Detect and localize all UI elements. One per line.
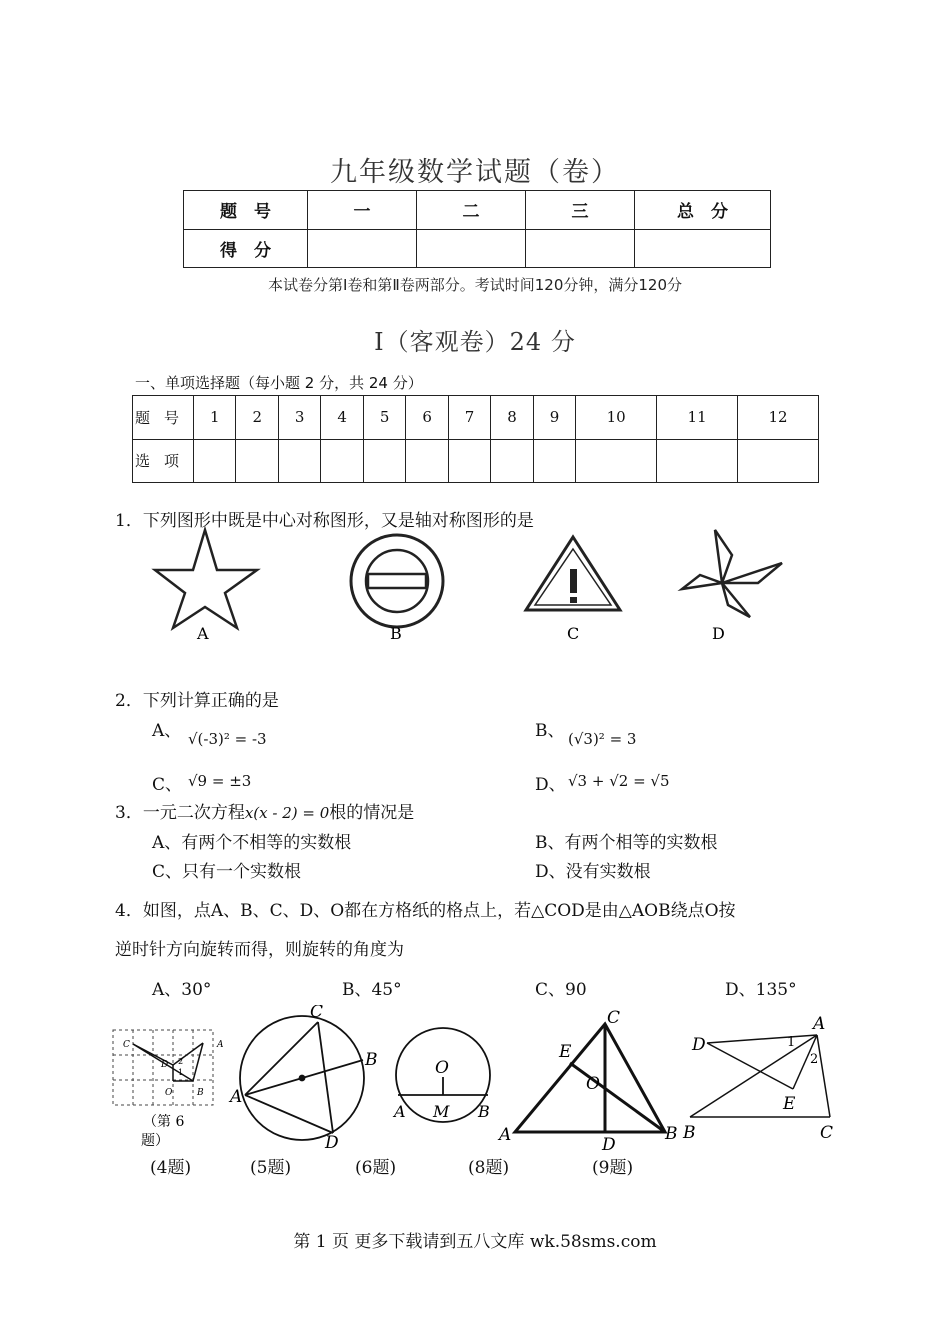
fig8-label-c: C bbox=[607, 1008, 621, 1028]
answer-number: 12 bbox=[738, 396, 819, 440]
answer-cell[interactable] bbox=[194, 439, 236, 483]
caption-fig8: (8题) bbox=[468, 1158, 510, 1178]
fig5-label-d: D bbox=[325, 1133, 339, 1153]
fig8-label-o: O bbox=[586, 1074, 600, 1094]
grid-figure bbox=[113, 1030, 224, 1149]
caption-fig9: (9题) bbox=[592, 1158, 634, 1178]
caption-fig6: (6题) bbox=[355, 1158, 397, 1178]
grid-label-o: O bbox=[165, 1088, 173, 1098]
warning-triangle bbox=[526, 537, 620, 610]
answer-number: 9 bbox=[533, 396, 575, 440]
q1-shapes bbox=[150, 525, 800, 650]
part-heading: Ⅰ（客观卷）24 分 bbox=[374, 328, 576, 356]
grid-label-a: A bbox=[217, 1040, 224, 1050]
fig8-label-a: A bbox=[499, 1125, 512, 1145]
answer-cell[interactable] bbox=[657, 439, 738, 483]
fig5-label-a: A bbox=[230, 1087, 243, 1107]
score-header-cell: 二 bbox=[417, 191, 526, 230]
q1-label-c: C bbox=[567, 624, 580, 643]
answer-number: 8 bbox=[491, 396, 533, 440]
fig9-label-c: C bbox=[820, 1123, 834, 1143]
answer-number: 2 bbox=[236, 396, 278, 440]
fig9-label-a: A bbox=[813, 1014, 826, 1034]
grid-caption: （第 6 bbox=[143, 1114, 185, 1130]
grid-label-1: 1 bbox=[178, 1068, 184, 1077]
exam-title: 九年级数学试题（卷） bbox=[330, 157, 620, 188]
q3-option-d[interactable]: D、没有实数根 bbox=[535, 862, 651, 882]
page-footer: 第 1 页 更多下载请到五八文库 wk.58sms.com bbox=[293, 1232, 657, 1252]
q4-option-c[interactable]: C、90 bbox=[535, 980, 587, 1000]
fig8-label-b: B bbox=[665, 1124, 678, 1144]
grid-label-b: B bbox=[197, 1088, 204, 1098]
answer-cell[interactable] bbox=[236, 439, 278, 483]
q2-option-b[interactable]: B、 bbox=[535, 721, 565, 741]
answer-number: 4 bbox=[321, 396, 363, 440]
question-4-line1: 4．如图，点A、B、C、D、O都在方格纸的格点上，若△COD是由△AOB绕点O按 bbox=[115, 901, 736, 921]
answer-number: 5 bbox=[363, 396, 405, 440]
grid-label-c: C bbox=[123, 1040, 130, 1050]
answer-cell[interactable] bbox=[448, 439, 490, 483]
grid-caption-2: 题） bbox=[141, 1133, 169, 1149]
answer-number: 3 bbox=[278, 396, 320, 440]
answer-cell[interactable] bbox=[738, 439, 819, 483]
score-input-cell[interactable] bbox=[526, 229, 635, 268]
answer-number: 7 bbox=[448, 396, 490, 440]
answer-cell[interactable] bbox=[491, 439, 533, 483]
score-header-cell: 三 bbox=[526, 191, 635, 230]
score-header-cell: 总 分 bbox=[635, 191, 771, 230]
answer-number: 6 bbox=[406, 396, 448, 440]
score-input-cell[interactable] bbox=[417, 229, 526, 268]
star-shape bbox=[155, 530, 257, 628]
answer-row-label: 题号 bbox=[133, 396, 194, 440]
answer-cell[interactable] bbox=[278, 439, 320, 483]
section-heading: 一、单项选择题（每小题 2 分，共 24 分） bbox=[135, 374, 423, 392]
score-header-cell: 一 bbox=[308, 191, 417, 230]
q2-option-c-expr: √9 = ±3 bbox=[188, 772, 252, 790]
fig6-label-o: O bbox=[435, 1058, 449, 1078]
pinwheel-shape bbox=[682, 530, 782, 617]
answer-cell[interactable] bbox=[406, 439, 448, 483]
q2-option-c[interactable]: C、 bbox=[152, 775, 183, 795]
question-2-stem: 2．下列计算正确的是 bbox=[115, 691, 279, 711]
answer-cell[interactable] bbox=[321, 439, 363, 483]
fig9-label-e: E bbox=[783, 1094, 796, 1114]
q2-option-a-expr: √(-3)² = -3 bbox=[188, 730, 267, 748]
answer-number: 10 bbox=[576, 396, 657, 440]
q2-option-d-expr: √3 + √2 = √5 bbox=[568, 772, 670, 790]
q3-option-b[interactable]: B、有两个相等的实数根 bbox=[535, 833, 718, 853]
fig9-label-d: D bbox=[692, 1035, 706, 1055]
q3-stem-post: 根的情况是 bbox=[329, 803, 415, 823]
question-3-stem bbox=[115, 798, 414, 823]
answer-number: 1 bbox=[194, 396, 236, 440]
fig9-label-b: B bbox=[683, 1123, 696, 1143]
question-4-line2: 逆时针方向旋转而得，则旋转的角度为 bbox=[115, 940, 404, 960]
answer-cell[interactable] bbox=[533, 439, 575, 483]
answer-number: 11 bbox=[657, 396, 738, 440]
q1-label-d: D bbox=[712, 624, 725, 643]
fig9-label-1: 1 bbox=[787, 1035, 796, 1050]
fig5-label-b: B bbox=[365, 1050, 378, 1070]
fig8-label-e: E bbox=[559, 1042, 572, 1062]
q4-option-d[interactable]: D、135° bbox=[725, 980, 797, 1000]
exam-intro: 本试卷分第Ⅰ卷和第Ⅱ卷两部分。考试时间120分钟，满分120分 bbox=[267, 276, 683, 294]
q3-option-c[interactable]: C、只有一个实数根 bbox=[152, 862, 302, 882]
grid-label-d: D bbox=[161, 1060, 169, 1070]
circle-chords-figure bbox=[240, 1016, 364, 1140]
fig6-label-b: B bbox=[478, 1102, 490, 1121]
fig6-label-m: M bbox=[433, 1102, 450, 1121]
figures-row bbox=[105, 1005, 845, 1155]
answer-table bbox=[132, 395, 819, 483]
caption-fig5: (5题) bbox=[250, 1158, 292, 1178]
score-label-cell: 得 分 bbox=[184, 229, 308, 268]
q2-option-d[interactable]: D、 bbox=[535, 775, 566, 795]
q3-option-a[interactable]: A、有两个不相等的实数根 bbox=[152, 833, 352, 853]
q1-label-b: B bbox=[390, 624, 402, 643]
fig8-label-d: D bbox=[602, 1135, 616, 1155]
answer-row-label: 选项 bbox=[133, 439, 194, 483]
q1-label-a: A bbox=[197, 624, 209, 643]
q2-option-b-expr: (√3)² = 3 bbox=[568, 730, 637, 748]
q4-option-b[interactable]: B、45° bbox=[342, 980, 402, 1000]
grid-label-2: 2 bbox=[178, 1057, 184, 1066]
fig5-label-c: C bbox=[310, 1005, 324, 1022]
answer-cell[interactable] bbox=[576, 439, 657, 483]
caption-fig4: (4题) bbox=[150, 1158, 192, 1178]
question-1-stem: 1．下列图形中既是中心对称图形，又是轴对称图形的是 bbox=[115, 511, 534, 531]
fig6-label-a: A bbox=[394, 1102, 406, 1121]
quadrilateral-figure bbox=[690, 1035, 830, 1117]
score-header-cell: 题 号 bbox=[184, 191, 308, 230]
fig9-label-2: 2 bbox=[810, 1052, 819, 1067]
q2-option-a[interactable]: A、 bbox=[152, 721, 182, 741]
q3-stem-pre: 3．一元二次方程 bbox=[115, 803, 245, 823]
answer-cell[interactable] bbox=[363, 439, 405, 483]
q4-option-a[interactable]: A、30° bbox=[152, 980, 212, 1000]
score-table bbox=[183, 190, 771, 268]
score-input-cell[interactable] bbox=[635, 229, 771, 268]
no-entry-sign bbox=[351, 535, 443, 627]
q3-equation: x(x - 2) = 0 bbox=[244, 804, 330, 822]
score-input-cell[interactable] bbox=[308, 229, 417, 268]
